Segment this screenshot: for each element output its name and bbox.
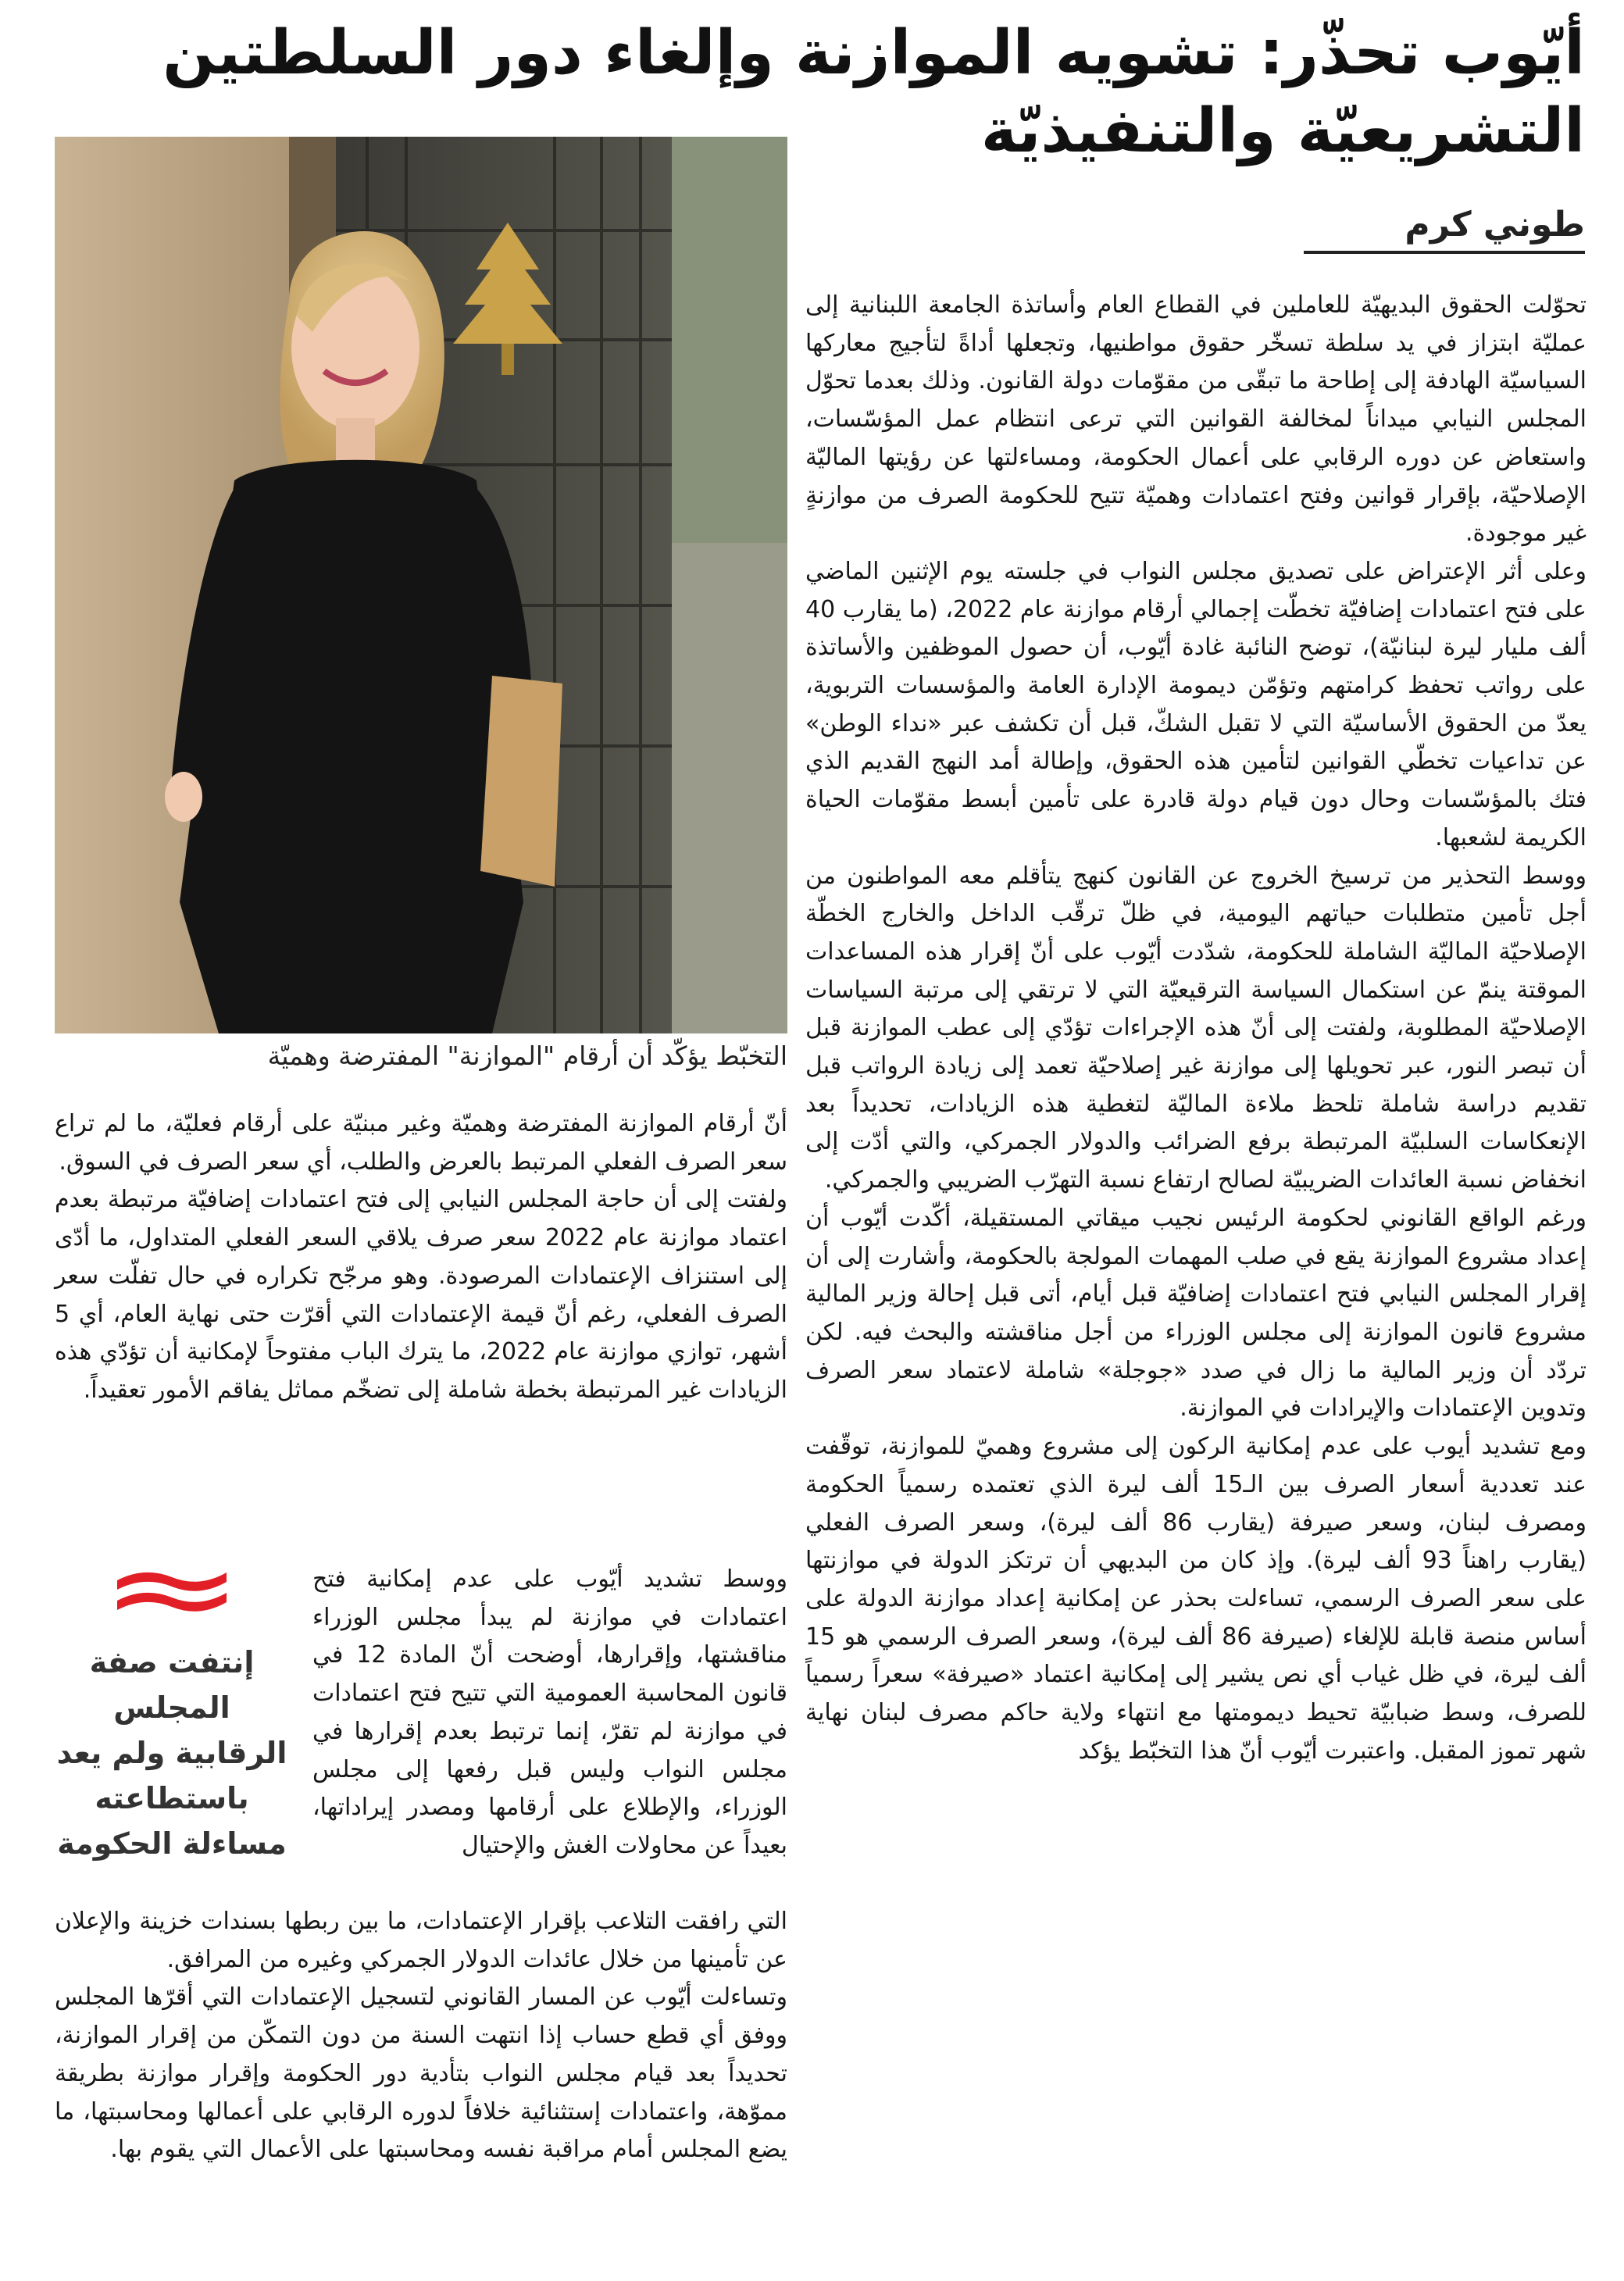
paper-bag: [480, 676, 562, 887]
lebanon-flag-icon: [113, 1566, 230, 1621]
article-column-left-top: [55, 1105, 787, 1410]
photo-caption: التخبّط يؤكّد أن أرقام "الموازنة" المفترضة وهميّة: [267, 1041, 787, 1071]
headline: أيّوب تحذّر: تشويه الموازنة وإلغاء دور السلطتين التشريعيّة والتنفيذيّة: [162, 18, 1585, 166]
paragraph: وعلى أثر الإعتراض على تصديق مجلس النواب في جلسته يوم الإثنين الماضي على فتح اعتمادات إضافيّة تخطّت إجمالي أرقام موازنة عام 2022، (ما يقارب 40 ألف مليار ليرة لبنانيّة)، توضح النائبة غادة أيّوب، أن حصول الموظفين والأساتذة على رواتب تحفظ كرامتهم وتؤمّن ديمومة الإدارة العامة والمؤسسات التربوية، يعدّ من الحقوق الأساسيّة التي لا تقبل الشكّ، قبل أن تكشف عبر «نداء الوطن» عن تداعيات تخطّي القوانين لتأمين هذه الحقوق، وإطالة أمد النهج القديم الذي فتك بالمؤسّسات وحال دون قيام دولة قادرة على تأمين أبسط مقوّمات الحياة الكريمة لشعبها.: [805, 557, 1587, 851]
pull-quote: [55, 1566, 289, 1894]
article-column-left-bottom: [55, 1903, 787, 2169]
paragraph: ورغم الواقع القانوني لحكومة الرئيس نجيب ميقاتي المستقيلة، أكّدت أيّوب أن إعداد مشروع الموازنة يقع في صلب المهمات المولجة بالحكومة، وأشارت إلى أن إقرار المجلس النيابي فتح اعتمادات إضافيّة قبل أيام، أتى قبل إحالة وزير المالية مشروع قانون الموازنة إلى مجلس الوزراء من أجل مناقشته والبحث فيه. لكن تردّد أن وزير المالية ما زال في صدد «جوجلة» شاملة لاعتماد سعر الصرف وتدوين الإعتمادات والإيرادات في الموازنة.: [805, 1204, 1587, 1423]
paragraph: وتساءلت أيّوب عن المسار القانوني لتسجيل الإعتمادات التي أقرّها المجلس ووفق أي قطع حساب إذا انتهت السنة من دون التمكّن من إقرار الموازنة، تحديداً بعد قيام مجلس النواب بتأدية دور الحكومة وإقرار موازنة بطريقة مموّهة، واعتمادات إستثنائية خلافاً لدوره الرقابي على أعمالها ومحاسبتها، ما يضع المجلس أمام مراقبة نفسه ومحاسبتها على الأعمال التي يقوم بها.: [55, 1983, 787, 2164]
paragraph: أنّ أرقام الموازنة المفترضة وهميّة وغير مبنيّة على أرقام فعليّة، ما لم تراع سعر الصرف الفعلي المرتبط بالعرض والطلب، أي سعر الصرف في السوق.: [55, 1110, 787, 1176]
article-column-left-mid: [312, 1561, 787, 1865]
paragraph: التي رافقت التلاعب بإقرار الإعتمادات، ما بين ربطها بسندات خزينة والإعلان عن تأمينها من خلال عائدات الدولار الجمركي وغيره من المرافق.: [55, 1908, 787, 1973]
article-photo: [55, 137, 787, 1033]
paragraph: ولفتت إلى أن حاجة المجلس النيابي إلى فتح اعتمادات إضافيّة مرتبطة بعدم اعتماد موازنة عام 2022 سعر صرف يلاقي السعر الفعلي المتداول، ما أدّى إلى استنزاف الإعتمادات المرصودة. وهو مرجّح تكراره في حال تفلّت سعر الصرف الفعلي، رغم أنّ قيمة الإعتمادات التي أقرّت حتى نهاية العام، أي 5 أشهر، توازي موازنة عام 2022، ما يترك الباب مفتوحاً لإمكانية أن تؤدّي هذه الزيادات غير المرتبطة بخطة شاملة إلى تضخّم مماثل يفاقم الأمور تعقيداً.: [55, 1186, 787, 1404]
pull-quote-text: إنتفت صفة المجلس الرقابية ولم يعد باستطاعته مساءلة الحكومة: [56, 1645, 287, 1861]
article-column-right: [805, 287, 1587, 1770]
paragraph: ووسط تشديد أيّوب على عدم إمكانية فتح اعتمادات في موازنة لم يبدأ مجلس الوزراء مناقشتها، وإقرارها، أوضحت أنّ المادة 12 في قانون المحاسبة العمومية التي تتيح فتح اعتمادات في موازنة لم تقرّ، إنما ترتبط بعدم إقرارها في مجلس النواب وليس قبل رفعها إلى مجلس الوزراء، والإطلاع على أرقامها ومصدر إيراداتها، بعيداً عن محاولات الغش والإحتيال: [312, 1565, 787, 1859]
paragraph: ووسط التحذير من ترسيخ الخروج عن القانون كنهج يتأقلم معه المواطنون من أجل تأمين متطلبات حياتهم اليومية، في ظلّ ترقّب الداخل والخارج الخطّة الإصلاحيّة الماليّة الشاملة للحكومة، شدّدت أيّوب على أنّ إقرار هذه المساعدات الموقتة ينمّ عن استكمال السياسة الترقيعيّة التي لا ترتقي إلى مرتبة السياسات الإصلاحيّة المطلوبة، ولفتت إلى أنّ هذه الإجراءات تؤدّي إلى عطب الموازنة قبل أن تبصر النور، عبر تحويلها إلى موازنة غير إصلاحيّة تعمد إلى زيادة الرواتب قبل تقديم دراسة شاملة تلحظ ملاءة الماليّة لتغطية هذه الزيادات، تحديداً بعد الإنعكاسات السلبيّة المرتبطة برفع الضرائب والدولار الجمركي، والتي أدّت إلى انخفاض نسبة العائدات الضريبيّة لصالح ارتفاع نسبة التهرّب الضريبي والجمركي.: [805, 862, 1587, 1194]
paragraph: تحوّلت الحقوق البديهيّة للعاملين في القطاع العام وأساتذة الجامعة اللبنانية إلى عمليّة ابتزاز في يد سلطة تسخّر حقوق مواطنيها، وتجعلها أداةً لتأجيج معاركها السياسيّة الهادفة إلى إطاحة ما تبقّى من مقوّمات دولة القانون. وذلك بعدما تحوّل المجلس النيابي ميداناً لمخالفة القوانين التي ترعى انتظام عمل المؤسّسات، واستعاض عن دوره الرقابي على أعمال الحكومة، ومساءلتها عن رؤيتها الماليّة الإصلاحيّة، بإقرار قوانين وفتح اعتمادات وهميّة تتيح للحكومة الصرف من موازنةٍ غير موجودة.: [805, 291, 1587, 548]
byline: طوني كرم: [1304, 205, 1585, 254]
photo-illustration: [55, 137, 787, 1033]
paragraph: ومع تشديد أيوب على عدم إمكانية الركون إلى مشروع وهميّ للموازنة، توقّفت عند تعددية أسعار الصرف بين الـ15 ألف ليرة الذي تعتمده رسمياً الحكومة ومصرف لبنان، وسعر صيرفة (يقارب 86 ألف ليرة)، وسعر الصرف الفعلي (يقارب راهناً 93 ألف ليرة). وإذ كان من البديهي أن ترتكز الدولة في موازنتها على سعر الصرف الرسمي، تساءلت بحذر عن إمكانية إعداد موازنة الدولة على أساس منصة قابلة للإلغاء (صيرفة 86 ألف ليرة)، وسعر الصرف الرسمي هو 15 ألف ليرة، في ظل غياب أي نص يشير إلى إمكانية اعتماد «صيرفة» سعراً رسمياً للصرف، وسط ضبابيّة تحيط ديمومتها مع انتهاء ولاية حاكم مصرف لبنان نهاية شهر تموز المقبل. واعتبرت أيّوب أنّ هذا التخبّط يؤكد: [805, 1433, 1587, 1765]
